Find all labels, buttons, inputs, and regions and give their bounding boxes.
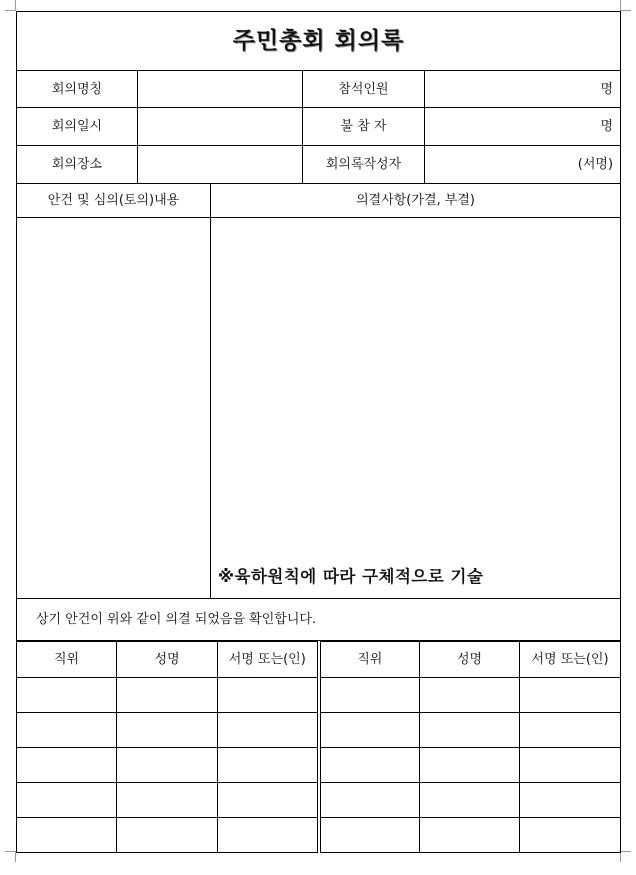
name-cell[interactable] [117,713,218,748]
crop-mark-top-left [5,0,16,11]
confirmation-statement: 상기 안건이 위와 같이 의결 되었음을 확인합니다. [17,599,621,641]
minutes-writer-label: 회의록작성자 [303,146,425,184]
position-header: 직위 [17,642,117,678]
minutes-form-table [16,11,621,641]
meeting-name-value[interactable] [138,71,303,108]
name-cell[interactable] [420,783,520,818]
signature-cell[interactable] [520,748,621,783]
signature-cell[interactable] [520,818,621,853]
meeting-place-value[interactable] [138,146,303,184]
name-cell[interactable] [117,748,218,783]
name-cell[interactable] [117,818,218,853]
position-cell[interactable] [319,713,420,748]
signature-cell[interactable] [218,783,319,818]
position-cell[interactable] [319,818,420,853]
signature-header: 서명 또는(인) [218,642,319,678]
signature-row [17,818,621,853]
name-cell[interactable] [420,818,520,853]
signature-header-row [17,642,621,678]
meeting-name-label: 회의명칭 [17,71,138,108]
position-cell[interactable] [17,783,117,818]
signature-cell[interactable] [520,713,621,748]
name-cell[interactable] [420,713,520,748]
signature-row [17,783,621,818]
meeting-datetime-label: 회의일시 [17,108,138,146]
name-cell[interactable] [420,678,520,713]
signature-row [17,678,621,713]
signature-cell[interactable] [218,818,319,853]
resolution-instruction-note: ※육하원칙에 따라 구체적으로 기술 [218,566,484,586]
signature-cell[interactable] [218,748,319,783]
position-header: 직위 [319,642,420,678]
name-cell[interactable] [420,748,520,783]
signature-table [16,641,621,853]
attendees-value[interactable]: 명 [425,71,621,108]
signature-cell[interactable] [218,713,319,748]
name-header: 성명 [420,642,520,678]
signature-row [17,748,621,783]
signature-cell[interactable] [520,783,621,818]
minutes-writer-value[interactable]: (서명) [425,146,621,184]
signature-header: 서명 또는(인) [520,642,621,678]
signature-row [17,713,621,748]
position-cell[interactable] [17,818,117,853]
position-cell[interactable] [319,678,420,713]
name-header: 성명 [117,642,218,678]
resolution-header: 의결사항(가결, 부결) [211,184,621,218]
name-cell[interactable] [117,678,218,713]
meeting-place-label: 회의장소 [17,146,138,184]
position-cell[interactable] [17,678,117,713]
position-cell[interactable] [319,783,420,818]
absentees-label: 불 참 자 [303,108,425,146]
meeting-datetime-value[interactable] [138,108,303,146]
position-cell[interactable] [319,748,420,783]
name-cell[interactable] [117,783,218,818]
signature-cell[interactable] [520,678,621,713]
crop-mark-bottom-right [620,851,631,862]
position-cell[interactable] [17,713,117,748]
attendees-label: 참석인원 [303,71,425,108]
signature-cell[interactable] [218,678,319,713]
agenda-content-area[interactable] [17,218,211,599]
absentees-value[interactable]: 명 [425,108,621,146]
document-title: 주민총회 회의록 [17,12,621,71]
agenda-header: 안건 및 심의(토의)내용 [17,184,211,218]
position-cell[interactable] [17,748,117,783]
resolution-content-area[interactable] [211,218,621,599]
crop-mark-top-right [620,0,631,11]
crop-mark-bottom-left [5,851,16,862]
